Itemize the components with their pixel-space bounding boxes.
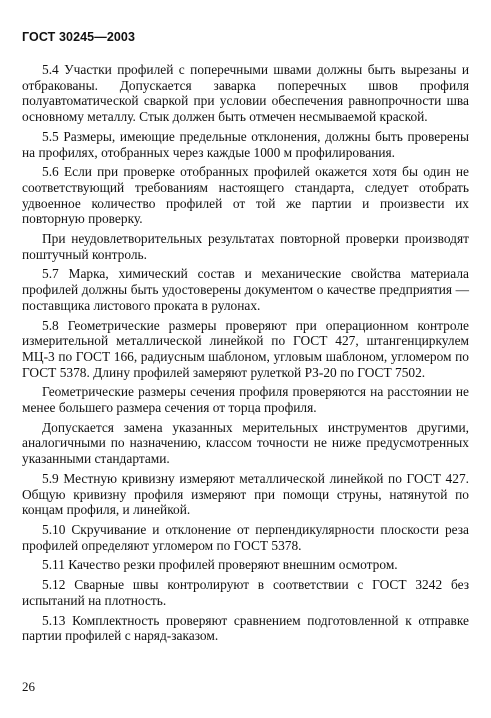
paragraph-5-13: 5.13 Комплектность проверяют сравнением подготовленной к отправке партии профилей с наряд-заказом.: [22, 612, 469, 644]
paragraph-5-5: 5.5 Размеры, имеющие предельные отклонения, должны быть проверены на профилях, отобранных через каждые 1000 м профилирования.: [22, 128, 469, 160]
paragraph-5-8: 5.8 Геометрические размеры проверяют при операционном контроле измерительной металлической линейкой по ГОСТ 427, штангенциркулем МЦ-3 по ГОСТ 166, радиусным шаблоном, угловым шаблоном, угломером по ГОСТ 5378. Длину профилей замеряют рулеткой РЗ-20 по ГОСТ 7502.: [22, 317, 469, 380]
paragraph-5-9: 5.9 Местную кривизну измеряют металлической линейкой по ГОСТ 427. Общую кривизну профиля измеряют при помощи струны, натянутой по концам профиля, и линейкой.: [22, 470, 469, 518]
paragraph-5-11: 5.11 Качество резки профилей проверяют внешним осмотром.: [42, 557, 398, 573]
paragraph-5-4: 5.4 Участки профилей с поперечными швами должны быть вырезаны и отбракованы. Допускается заварка поперечных швов профиля полуавтоматической сваркой при условии обеспечения равнопрочности шва основному металлу. Стык должен быть отмечен несмываемой краской.: [22, 62, 469, 125]
paragraph-5-8-section-size: Геометрические размеры сечения профиля проверяются на расстоянии не менее большего размера сечения от торца профиля.: [22, 384, 469, 416]
standard-header: ГОСТ 30245—2003: [22, 30, 136, 44]
paragraph-5-8-replacement: Допускается замена указанных мерительных инструментов другими, аналогичными по назначению, классом точности не ниже предусмотренных указанными стандартами.: [22, 419, 469, 467]
page-number: 26: [22, 679, 35, 694]
paragraph-5-6-continuation: При неудовлетворительных результатах повторной проверки производят поштучный контроль.: [22, 231, 469, 262]
paragraph-5-6: 5.6 Если при проверке отобранных профилей окажется хотя бы один не соответствующий требованиям настоящего стандарта, следует отобрать удвоенное количество профилей от той же партии и произвести их повторную проверку.: [22, 164, 469, 227]
paragraph-5-12: 5.12 Сварные швы контролируют в соответствии с ГОСТ 3242 без испытаний на плотность.: [22, 577, 469, 608]
document-body: [22, 62, 469, 648]
paragraph-5-10: 5.10 Скручивание и отклонение от перпендикулярности плоскости реза профилей определяют угломером по ГОСТ 5378.: [22, 521, 469, 553]
paragraph-5-7: 5.7 Марка, химический состав и механические свойства материала профилей должны быть удостоверены документом о качестве предприятия — поставщика листового проката в рулонах.: [22, 266, 469, 313]
